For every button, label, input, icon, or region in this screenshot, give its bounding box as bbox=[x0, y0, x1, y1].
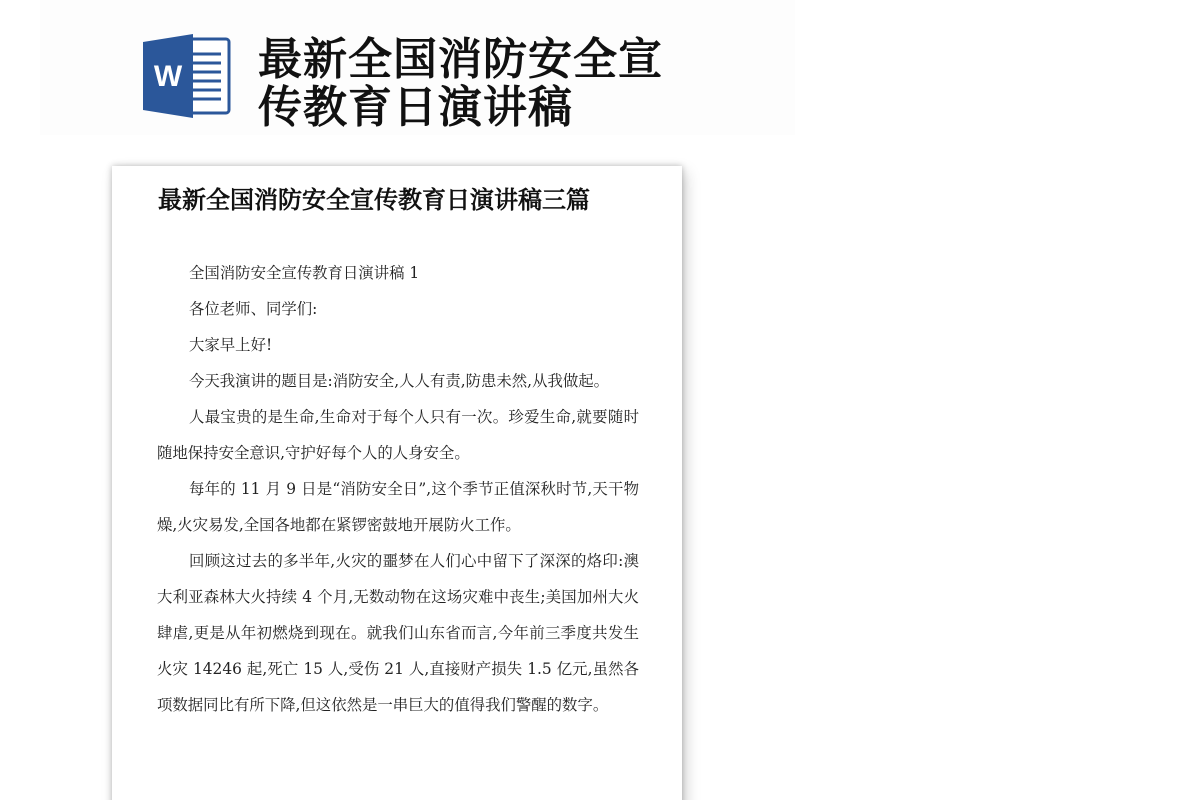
word-icon-letter: W bbox=[153, 60, 183, 93]
paragraph: 今天我演讲的题目是:消防安全,人人有责,防患未然,从我做起。 bbox=[189, 372, 610, 390]
paragraph: 人最宝贵的是生命,生命对于每个人只有一次。珍爱生命,就要随时随地保持安全意识,守护好每个人的人身安全。 bbox=[157, 408, 639, 462]
paragraph: 大家早上好! bbox=[189, 336, 273, 354]
paragraph: 回顾这过去的多半年,火灾的噩梦在人们心中留下了深深的烙印:澳大利亚森林大火持续 4 个月,无数动物在这场灾难中丧生;美国加州大火肆虐,更是从年初燃烧到现在。就我们山东省而言,今年前三季度共发生火灾 14246 起,死亡 15 人,受伤 21 人,直接财产损失 1.5 亿元,虽然各项数据同比有所下降,但这依然是一串巨大的值得我们警醒的数字。 bbox=[157, 552, 639, 714]
word-document-icon bbox=[141, 34, 231, 118]
document-page bbox=[112, 166, 682, 800]
paragraph: 各位老师、同学们: bbox=[189, 300, 318, 318]
document-body bbox=[157, 255, 639, 723]
paragraph: 全国消防安全宣传教育日演讲稿 1 bbox=[189, 264, 420, 282]
banner-title: 最新全国消防安全宣传教育日演讲稿 bbox=[258, 34, 663, 133]
paragraph: 每年的 11 月 9 日是“消防安全日”,这个季节正值深秋时节,天干物燥,火灾易发,全国各地都在紧锣密鼓地开展防火工作。 bbox=[157, 480, 639, 534]
document-title: 最新全国消防安全宣传教育日演讲稿三篇 bbox=[158, 186, 590, 214]
